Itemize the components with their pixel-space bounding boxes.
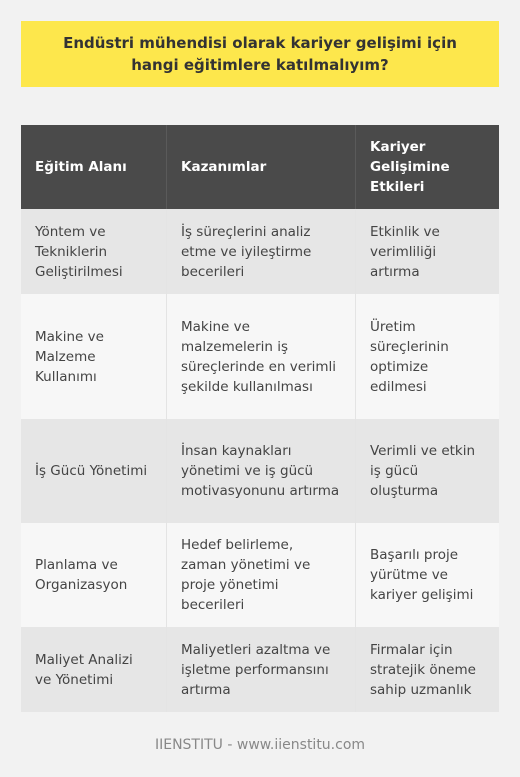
- training-table: [21, 125, 499, 712]
- table-cell: Etkinlik ve verimliliği artırma: [370, 223, 440, 280]
- table-cell: Makine ve malzemelerin iş süreçlerinde en verimli şekilde kullanılması: [167, 294, 356, 419]
- table-cell: Başarılı proje yürütme ve kariyer gelişimi: [370, 547, 474, 603]
- table-cell: İş Gücü Yönetimi: [21, 419, 167, 523]
- header-education-area: Eğitim Alanı: [21, 125, 167, 209]
- table-cell: Maliyetleri azaltma ve işletme performansını artırma: [167, 627, 356, 712]
- page-title: Endüstri mühendisi olarak kariyer gelişimi için hangi eğitimlere katılmalıyım?: [21, 21, 499, 87]
- header-career-impact: Kariyer Gelişimine Etkileri: [370, 139, 450, 195]
- table-cell: Firmalar için stratejik öneme sahip uzmanlık: [370, 641, 476, 698]
- table-cell: İş süreçlerini analiz etme ve iyileştirme becerileri: [167, 209, 356, 294]
- table-row: [21, 294, 499, 419]
- header-gains: Kazanımlar: [167, 125, 356, 209]
- table-cell: Planlama ve Organizasyon: [21, 523, 167, 627]
- table-cell: Verimli ve etkin iş gücü oluşturma: [370, 443, 476, 499]
- table-row: [21, 523, 499, 627]
- table-row: [21, 627, 499, 712]
- table-cell: Hedef belirleme, zaman yönetimi ve proje yönetimi becerileri: [167, 523, 356, 627]
- table-cell: İnsan kaynakları yönetimi ve iş gücü motivasyonunu artırma: [167, 419, 356, 523]
- table-cell: Maliyet Analizi ve Yönetimi: [21, 627, 167, 712]
- table-row: [21, 419, 499, 523]
- table-cell: Yöntem ve Tekniklerin Geliştirilmesi: [21, 209, 167, 294]
- table-row: [21, 209, 499, 294]
- table-header-row: [21, 125, 499, 209]
- table-cell: Üretim süreçlerinin optimize edilmesi: [370, 318, 449, 395]
- table-cell: Makine ve Malzeme Kullanımı: [21, 294, 167, 419]
- footer-credit: IIENSTITU - www.iienstitu.com: [154, 737, 366, 753]
